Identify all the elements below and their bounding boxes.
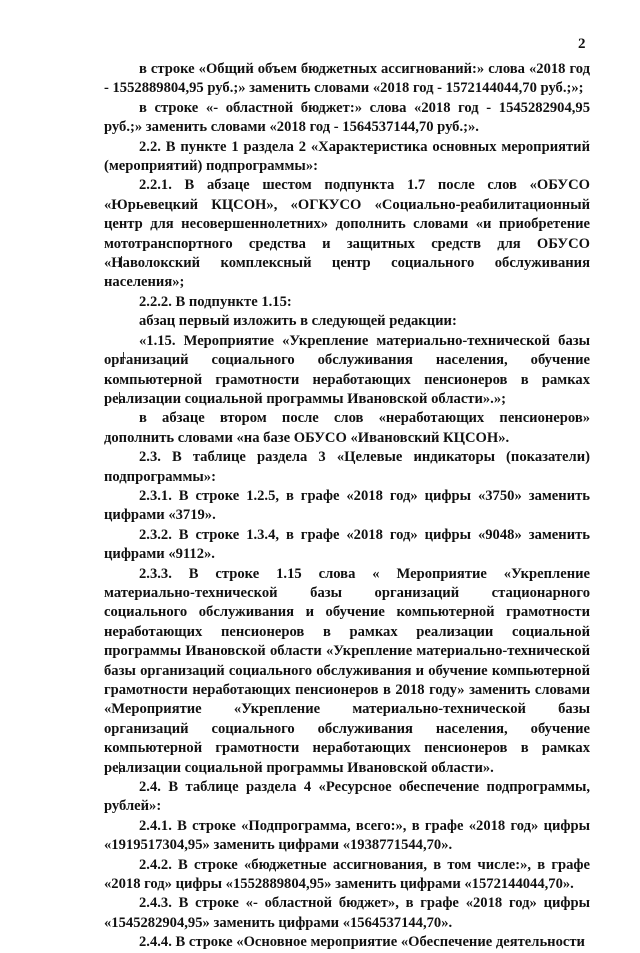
paragraph: 2.4.2. В строке «бюджетные ассигнования, в том числе:», в графе «2018 год» цифры «1552889804,95» заменить цифрами «1572144044,70». — [104, 856, 590, 893]
paragraph: 2.3.1. В строке 1.2.5, в графе «2018 год» цифры «3750» заменить цифрами «3719». — [104, 487, 590, 524]
paragraph: «1.15. Мероприятие «Укрепление материально-технической базы организаций социального обслуживания населения, обучение компьютерной грамотности неработающих пенсионеров в рамках реализации социальной программы Ивановской области».»; — [104, 332, 590, 407]
paragraph: 2.4.1. В строке «Подпрограмма, всего:», в графе «2018 год» цифры «1919517304,95» заменить цифрами «1938771544,70». — [104, 817, 590, 854]
document-body — [104, 60, 590, 953]
paragraph: 2.3.3. В строке 1.15 слова « Мероприятие «Укрепление материально-технической базы организаций стационарного социального обслуживания и обучение компьютерной грамотности неработающих пенсионеров в рамках реализации социальной программы Ивановской области «Укрепление материально-технической базы организаций социального обслуживания и обучение компьютерной грамотности неработающих пенсионеров в 2018 году» заменить словами «Мероприятие «Укрепление материально-технической базы организаций социального обслуживания населения, обучение компьютерной грамотности неработающих пенсионеров в рамках реализации социальной программы Ивановской области». — [104, 565, 590, 776]
paragraph: 2.4. В таблице раздела 4 «Ресурсное обеспечение подпрограммы, рублей»: — [104, 779, 590, 815]
paragraph: в строке «- областной бюджет:» слова «2018 год - 1545282904,95 руб.;» заменить словами «2018 год - 1564537144,70 руб.;». — [104, 99, 590, 136]
paragraph: 2.2. В пункте 1 раздела 2 «Характеристика основных мероприятий (мероприятий) подпрограммы»: — [104, 138, 590, 175]
page-number: 2 — [578, 36, 586, 52]
paragraph: в абзаце втором после слов «неработающих пенсионеров» дополнить словами «на базе ОБУСО «Ивановский КЦСОН». — [104, 410, 590, 446]
paragraph: 2.4.3. В строке «- областной бюджет», в графе «2018 год» цифры «1545282904,95» заменить цифрами «1564537144,70». — [104, 895, 590, 931]
paragraph: 2.4.4. В строке «Основное мероприятие «Обеспечение деятельности — [139, 934, 585, 951]
paragraph: 2.2.1. В абзаце шестом подпункта 1.7 после слов «ОБУСО «Юрьевецкий КЦСОН», «ОГКУСО «Социально-реабилитационный центр для несовершеннолетних» дополнить словами «и приобретение мототранспортного средства и защитных средств для ОБУСО «Наволокский комплексный центр социального обслуживания населения»; — [104, 177, 590, 291]
paragraph: абзац первый изложить в следующей редакции: — [139, 313, 457, 330]
paragraph: 2.2.2. В подпункте 1.15: — [139, 293, 292, 310]
paragraph: 2.3. В таблице раздела 3 «Целевые индикаторы (показатели) подпрограммы»: — [104, 449, 590, 485]
paragraph: в строке «Общий объем бюджетных ассигнований:» слова «2018 год - 1552889804,95 руб.;» заменить словами «2018 год - 1572144044,70 руб.;»; — [104, 61, 590, 97]
paragraph: 2.3.2. В строке 1.3.4, в графе «2018 год» цифры «9048» заменить цифрами «9112». — [104, 526, 590, 563]
